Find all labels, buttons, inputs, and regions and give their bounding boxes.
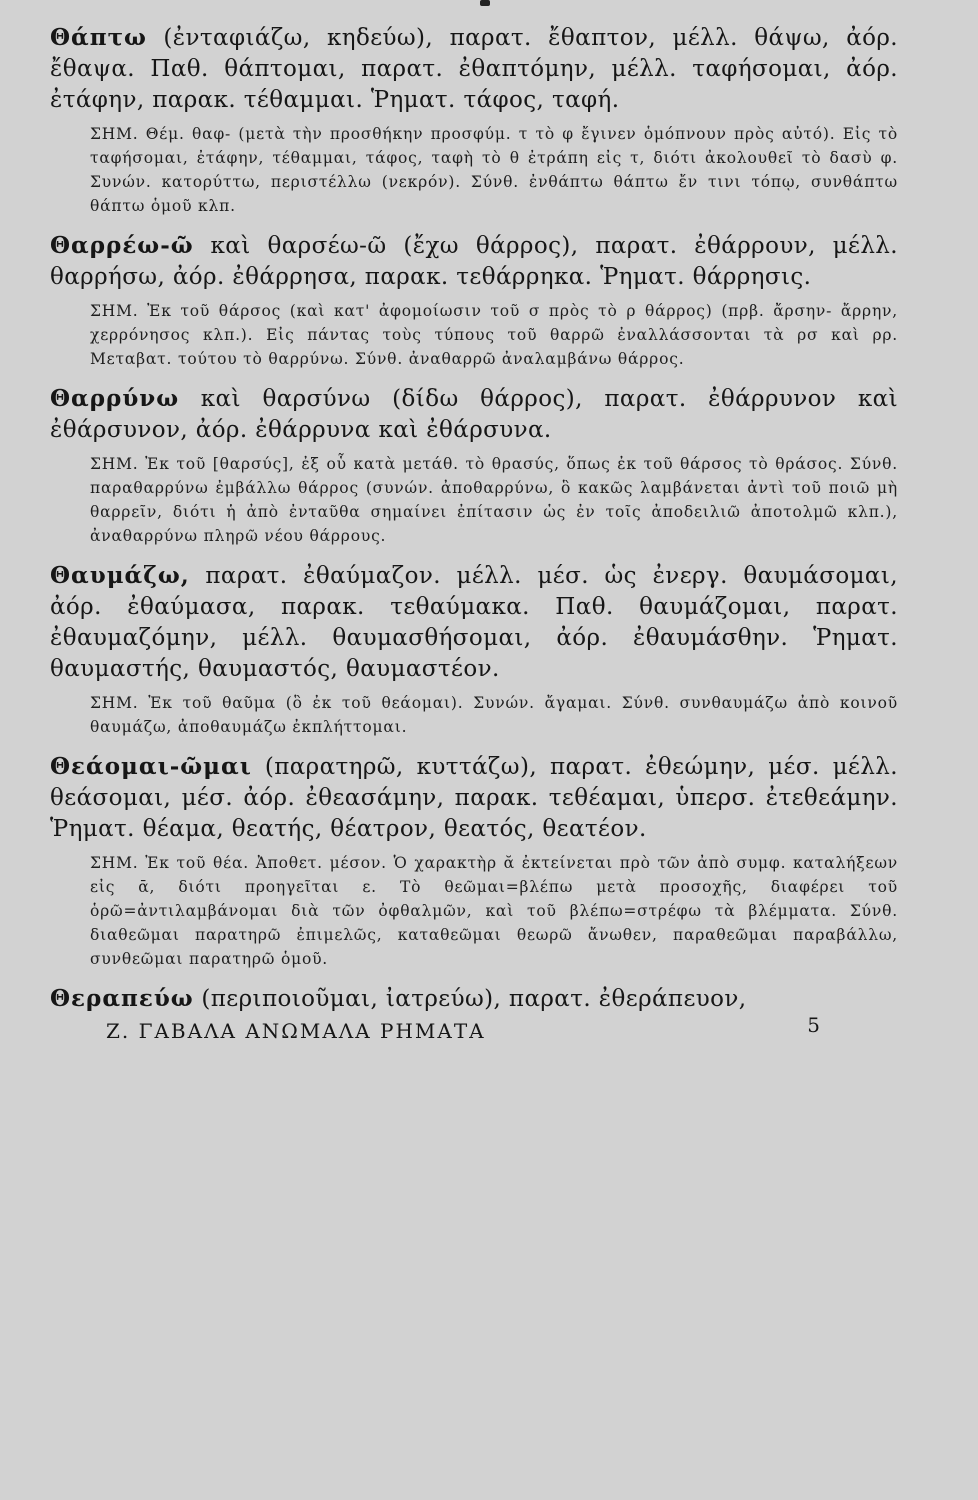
entry-text: καὶ θαρσέω-ῶ (ἔχω θάρρος), παρατ. ἐθάρρουν, μέλλ. θαρρήσω, ἀόρ. ἐθάρρησα, παρακ. τεθάρρηκα. Ῥηματ. θάρρησις. xyxy=(50,233,898,290)
entry-lemma: Θαρρέω-ῶ xyxy=(50,232,194,259)
entry-text: (περιποιοῦμαι, ἰατρεύω), παρατ. ἐθεράπευον, xyxy=(201,986,747,1012)
dictionary-entry xyxy=(50,560,898,739)
page-number: 5 xyxy=(807,1013,820,1037)
entry-note: ΣΗΜ. Ἐκ τοῦ θέα. Ἀποθετ. μέσον. Ὁ χαρακτὴρ ᾰ ἐκτείνεται πρὸ τῶν ἀπὸ συμφ. καταλήξεων εἰς ᾱ, διότι προηγεῖται ε. Τὸ θεῶμαι=βλέπω μετὰ προσοχῆς, διαφέρει τοῦ ὁρῶ=ἀντιλαμβάνομαι διὰ τῶν ὀφθαλμῶν, καὶ τοῦ βλέπω=στρέφω τὰ βλέμματα. Σύνθ. διαθεῶμαι παρατηρῶ ἐπιμελῶς, καταθεῶμαι θεωρῶ ἄνωθεν, παραθεῶμαι παραβάλλω, συνθεῶμαι παρατηρῶ ὁμοῦ. xyxy=(90,854,898,968)
entry-lemma: Θαυμάζω, xyxy=(50,562,190,589)
entry-lemma: Θαρρύνω xyxy=(50,385,180,412)
entry-text: καὶ θαρσύνω (δίδω θάρρος), παρατ. ἐθάρρυνον καὶ ἐθάρσυνον, ἀόρ. ἐθάρρυνα καὶ ἐθάρσυνα. xyxy=(50,386,898,443)
page-top-mark xyxy=(480,0,490,6)
entry-text: παρατ. ἐθαύμαζον. μέλλ. μέσ. ὡς ἐνεργ. θαυμάσομαι, ἀόρ. ἐθαύμασα, παρακ. τεθαύμακα. Παθ. θαυμάζομαι, παρατ. ἐθαυμαζόμην, μέλλ. θαυμασθήσομαι, ἀόρ. ἐθαυμάσθην. Ῥηματ. θαυμαστής, θαυμαστός, θαυμαστέον. xyxy=(50,563,898,682)
dictionary-entry xyxy=(50,383,898,548)
entry-note: ΣΗΜ. Ἐκ τοῦ θαῦμα (ὃ ἐκ τοῦ θεάομαι). Συνών. ἄγαμαι. Σύνθ. συνθαυμάζω ἀπὸ κοινοῦ θαυμάζω, ἀποθαυμάζω ἐκπλήττομαι. xyxy=(90,694,898,736)
dictionary-entry xyxy=(50,751,898,971)
dictionary-entry xyxy=(50,230,898,371)
entry-text: (παρατηρῶ, κυττάζω), παρατ. ἐθεώμην, μέσ. μέλλ. θεάσομαι, μέσ. ἀόρ. ἐθεασάμην, παρακ. τεθέαμαι, ὑπερσ. ἐτεθεάμην. Ῥηματ. θέαμα, θεατής, θέατρον, θεατός, θεατέον. xyxy=(50,754,898,842)
dictionary-entry xyxy=(50,22,898,218)
entry-lemma: Θεραπεύω xyxy=(50,985,194,1012)
dictionary-entry xyxy=(50,983,898,1015)
entry-note: ΣΗΜ. Θέμ. θαφ- (μετὰ τὴν προσθήκην προσφύμ. τ τὸ φ ἔγινεν ὁμόπνουν πρὸς αὐτό). Εἰς τὸ ταφήσομαι, ἐτάφην, τέθαμμαι, τάφος, ταφὴ τὸ θ ἐτράπη εἰς τ, διότι ἀκολουθεῖ τὸ δασὺ φ. Συνών. κατορύττω, περιστέλλω (νεκρόν). Σύνθ. ἐνθάπτω θάπτω ἔν τινι τόπῳ, συνθάπτω θάπτω ὁμοῦ κλπ. xyxy=(90,125,898,215)
running-footer: Ζ. ΓΑΒΑΛΑ ΑΝΩΜΑΛΑ ΡΗΜΑΤΑ xyxy=(106,1019,486,1043)
entry-note: ΣΗΜ. Ἐκ τοῦ θάρσος (καὶ κατ' ἀφομοίωσιν τοῦ σ πρὸς τὸ ρ θάρρος) (πρβ. ἄρσην- ἄρρην, χερρόνησος κλπ.). Εἰς πάντας τοὺς τύπους τοῦ θαρρῶ ἐναλλάσσονται τὰ ρσ καὶ ρρ. Μεταβατ. τούτου τὸ θαρρύνω. Σύνθ. ἀναθαρρῶ ἀναλαμβάνω θάρρος. xyxy=(90,302,898,368)
entry-lemma: Θάπτω xyxy=(50,24,147,51)
entry-text: (ἐνταφιάζω, κηδεύω), παρατ. ἔθαπτον, μέλλ. θάψω, ἀόρ. ἔθαψα. Παθ. θάπτομαι, παρατ. ἐθαπτόμην, μέλλ. ταφήσομαι, ἀόρ. ἐτάφην, παρακ. τέθαμμαι. Ῥηματ. τάφος, ταφή. xyxy=(50,25,899,113)
entry-lemma: Θεάομαι-ῶμαι xyxy=(50,753,252,780)
entry-note: ΣΗΜ. Ἐκ τοῦ [θαρσύς], ἐξ οὗ κατὰ μετάθ. τὸ θρασύς, ὅπως ἐκ τοῦ θάρσος τὸ θράσος. Σύνθ. παραθαρρύνω ἐμβάλλω θάρρος (συνών. ἀποθαρρύνω, ὃ κακῶς λαμβάνεται ἀντὶ τοῦ ποιῶ μὴ θαρρεῖν, διότι ἡ ἀπὸ ἐνταῦθα σημαίνει ἐπίτασιν ὡς ἐν τοῖς ἀποδειλιῶ ἀποτολμῶ κλπ.), ἀναθαρρύνω πληρῶ νέου θάρρους. xyxy=(90,455,898,545)
